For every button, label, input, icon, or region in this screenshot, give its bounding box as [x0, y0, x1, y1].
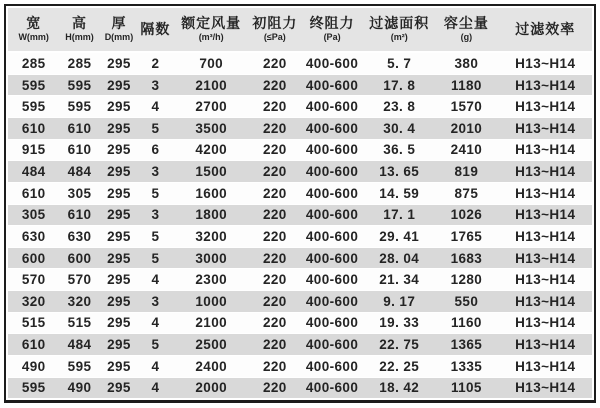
- cell-efficiency: H13~H14: [499, 96, 593, 118]
- cell-efficiency: H13~H14: [499, 182, 593, 204]
- cell-partitions: 6: [138, 139, 172, 161]
- table-body: [8, 52, 592, 398]
- cell-rated-airflow: 3500: [173, 118, 250, 140]
- table-row: [8, 74, 592, 96]
- col-header-initial-resistance: [250, 8, 300, 52]
- cell-width: 610: [8, 118, 59, 140]
- table-row: [8, 312, 592, 334]
- cell-width: 595: [8, 74, 59, 96]
- col-header-unit: D(mm): [104, 32, 134, 43]
- cell-width: 305: [8, 204, 59, 226]
- cell-rated-airflow: 2100: [173, 312, 250, 334]
- cell-final-resistance: 400-600: [300, 226, 364, 248]
- cell-partitions: 4: [138, 312, 172, 334]
- cell-rated-airflow: 1800: [173, 204, 250, 226]
- table-row: [8, 118, 592, 140]
- cell-initial-resistance: 220: [250, 291, 300, 313]
- col-header-unit: H(mm): [65, 32, 94, 43]
- col-header-label: 额定风量: [181, 15, 242, 32]
- cell-depth: 295: [100, 74, 139, 96]
- cell-initial-resistance: 220: [250, 139, 300, 161]
- cell-dust-capacity: 1280: [434, 269, 498, 291]
- col-header-unit: (Pa): [323, 32, 341, 43]
- col-header-label: 高: [72, 15, 88, 32]
- cell-initial-resistance: 220: [250, 182, 300, 204]
- cell-efficiency: H13~H14: [499, 355, 593, 377]
- cell-width: 600: [8, 247, 59, 269]
- cell-partitions: 4: [138, 377, 172, 398]
- cell-efficiency: H13~H14: [499, 291, 593, 313]
- cell-rated-airflow: 700: [173, 52, 250, 74]
- cell-dust-capacity: 2410: [434, 139, 498, 161]
- cell-rated-airflow: 2300: [173, 269, 250, 291]
- cell-partitions: 5: [138, 182, 172, 204]
- cell-rated-airflow: 3000: [173, 247, 250, 269]
- cell-partitions: 5: [138, 226, 172, 248]
- col-header-unit: (g): [460, 32, 473, 43]
- cell-rated-airflow: 2700: [173, 96, 250, 118]
- cell-filter-area: 5. 7: [364, 52, 434, 74]
- cell-efficiency: H13~H14: [499, 118, 593, 140]
- cell-width: 610: [8, 334, 59, 356]
- cell-depth: 295: [100, 269, 139, 291]
- cell-filter-area: 17. 8: [364, 74, 434, 96]
- cell-depth: 295: [100, 334, 139, 356]
- cell-rated-airflow: 2400: [173, 355, 250, 377]
- cell-width: 570: [8, 269, 59, 291]
- col-header-label: 初阻力: [252, 15, 298, 32]
- cell-height: 490: [59, 377, 99, 398]
- cell-initial-resistance: 220: [250, 96, 300, 118]
- filter-specification-table: [8, 8, 592, 398]
- cell-depth: 295: [100, 312, 139, 334]
- col-header-efficiency: [499, 8, 593, 52]
- cell-initial-resistance: 220: [250, 74, 300, 96]
- cell-filter-area: 13. 65: [364, 161, 434, 183]
- cell-initial-resistance: 220: [250, 161, 300, 183]
- cell-filter-area: 19. 33: [364, 312, 434, 334]
- header-row: [8, 8, 592, 52]
- cell-depth: 295: [100, 355, 139, 377]
- cell-dust-capacity: 1683: [434, 247, 498, 269]
- cell-depth: 295: [100, 139, 139, 161]
- col-header-filter-area: [364, 8, 434, 52]
- cell-dust-capacity: 1365: [434, 334, 498, 356]
- cell-depth: 295: [100, 204, 139, 226]
- col-header-unit: (m³/h): [198, 32, 224, 43]
- col-header-label: 终阻力: [309, 15, 355, 32]
- cell-final-resistance: 400-600: [300, 377, 364, 398]
- cell-height: 484: [59, 334, 99, 356]
- cell-width: 285: [8, 52, 59, 74]
- cell-final-resistance: 400-600: [300, 269, 364, 291]
- cell-height: 610: [59, 139, 99, 161]
- cell-height: 630: [59, 226, 99, 248]
- cell-final-resistance: 400-600: [300, 204, 364, 226]
- col-header-height: [59, 8, 99, 52]
- cell-final-resistance: 400-600: [300, 182, 364, 204]
- col-header-label: 过滤面积: [369, 15, 430, 32]
- cell-rated-airflow: 1000: [173, 291, 250, 313]
- cell-height: 610: [59, 118, 99, 140]
- table-row: [8, 291, 592, 313]
- table-row: [8, 182, 592, 204]
- cell-dust-capacity: 550: [434, 291, 498, 313]
- cell-filter-area: 14. 59: [364, 182, 434, 204]
- cell-rated-airflow: 1500: [173, 161, 250, 183]
- cell-initial-resistance: 220: [250, 312, 300, 334]
- cell-efficiency: H13~H14: [499, 334, 593, 356]
- cell-filter-area: 21. 34: [364, 269, 434, 291]
- cell-initial-resistance: 220: [250, 247, 300, 269]
- cell-partitions: 3: [138, 74, 172, 96]
- table-row: [8, 96, 592, 118]
- table-row: [8, 269, 592, 291]
- cell-filter-area: 9. 17: [364, 291, 434, 313]
- cell-filter-area: 18. 42: [364, 377, 434, 398]
- cell-height: 305: [59, 182, 99, 204]
- cell-filter-area: 29. 41: [364, 226, 434, 248]
- cell-dust-capacity: 1765: [434, 226, 498, 248]
- cell-height: 595: [59, 355, 99, 377]
- cell-filter-area: 28. 04: [364, 247, 434, 269]
- cell-partitions: 4: [138, 269, 172, 291]
- cell-width: 320: [8, 291, 59, 313]
- cell-depth: 295: [100, 96, 139, 118]
- cell-width: 595: [8, 96, 59, 118]
- cell-width: 915: [8, 139, 59, 161]
- cell-initial-resistance: 220: [250, 334, 300, 356]
- cell-rated-airflow: 2500: [173, 334, 250, 356]
- col-header-label: 隔数: [140, 21, 171, 38]
- cell-initial-resistance: 220: [250, 269, 300, 291]
- cell-initial-resistance: 220: [250, 377, 300, 398]
- cell-height: 570: [59, 269, 99, 291]
- cell-rated-airflow: 3200: [173, 226, 250, 248]
- cell-initial-resistance: 220: [250, 52, 300, 74]
- cell-height: 595: [59, 96, 99, 118]
- cell-dust-capacity: 1026: [434, 204, 498, 226]
- cell-final-resistance: 400-600: [300, 96, 364, 118]
- cell-partitions: 5: [138, 334, 172, 356]
- cell-rated-airflow: 4200: [173, 139, 250, 161]
- cell-filter-area: 36. 5: [364, 139, 434, 161]
- cell-efficiency: H13~H14: [499, 312, 593, 334]
- cell-final-resistance: 400-600: [300, 74, 364, 96]
- table-row: [8, 334, 592, 356]
- table-row: [8, 52, 592, 74]
- table-row: [8, 247, 592, 269]
- cell-partitions: 3: [138, 161, 172, 183]
- cell-height: 320: [59, 291, 99, 313]
- cell-rated-airflow: 2100: [173, 74, 250, 96]
- cell-final-resistance: 400-600: [300, 247, 364, 269]
- col-header-final-resistance: [300, 8, 364, 52]
- cell-efficiency: H13~H14: [499, 139, 593, 161]
- cell-efficiency: H13~H14: [499, 269, 593, 291]
- table-row: [8, 204, 592, 226]
- cell-depth: 295: [100, 182, 139, 204]
- cell-initial-resistance: 220: [250, 118, 300, 140]
- cell-filter-area: 30. 4: [364, 118, 434, 140]
- cell-dust-capacity: 2010: [434, 118, 498, 140]
- cell-dust-capacity: 819: [434, 161, 498, 183]
- col-header-unit: (≤Pa): [263, 32, 286, 43]
- col-header-partitions: [138, 8, 172, 52]
- cell-width: 630: [8, 226, 59, 248]
- cell-filter-area: 23. 8: [364, 96, 434, 118]
- cell-width: 515: [8, 312, 59, 334]
- cell-final-resistance: 400-600: [300, 52, 364, 74]
- table-row: [8, 139, 592, 161]
- cell-efficiency: H13~H14: [499, 52, 593, 74]
- cell-dust-capacity: 1180: [434, 74, 498, 96]
- table-row: [8, 226, 592, 248]
- cell-filter-area: 22. 25: [364, 355, 434, 377]
- table-row: [8, 161, 592, 183]
- cell-depth: 295: [100, 226, 139, 248]
- cell-partitions: 4: [138, 355, 172, 377]
- cell-efficiency: H13~H14: [499, 226, 593, 248]
- cell-efficiency: H13~H14: [499, 247, 593, 269]
- cell-efficiency: H13~H14: [499, 377, 593, 398]
- table-row: [8, 355, 592, 377]
- spec-table-frame: [4, 4, 596, 403]
- cell-width: 610: [8, 182, 59, 204]
- cell-initial-resistance: 220: [250, 204, 300, 226]
- cell-width: 595: [8, 377, 59, 398]
- table-header: [8, 8, 592, 52]
- cell-partitions: 5: [138, 118, 172, 140]
- col-header-label: 厚: [111, 15, 127, 32]
- cell-efficiency: H13~H14: [499, 161, 593, 183]
- cell-width: 484: [8, 161, 59, 183]
- cell-final-resistance: 400-600: [300, 334, 364, 356]
- cell-depth: 295: [100, 118, 139, 140]
- cell-depth: 295: [100, 291, 139, 313]
- cell-height: 285: [59, 52, 99, 74]
- col-header-unit: W(mm): [18, 32, 49, 43]
- cell-partitions: 3: [138, 204, 172, 226]
- col-header-label: 宽: [26, 15, 42, 32]
- cell-dust-capacity: 1160: [434, 312, 498, 334]
- cell-dust-capacity: 1570: [434, 96, 498, 118]
- cell-dust-capacity: 875: [434, 182, 498, 204]
- cell-depth: 295: [100, 52, 139, 74]
- cell-dust-capacity: 380: [434, 52, 498, 74]
- cell-rated-airflow: 1600: [173, 182, 250, 204]
- cell-initial-resistance: 220: [250, 355, 300, 377]
- cell-dust-capacity: 1105: [434, 377, 498, 398]
- cell-depth: 295: [100, 161, 139, 183]
- col-header-depth: [100, 8, 139, 52]
- col-header-label: 过滤效率: [515, 21, 576, 38]
- cell-depth: 295: [100, 247, 139, 269]
- cell-initial-resistance: 220: [250, 226, 300, 248]
- col-header-width: [8, 8, 59, 52]
- table-row: [8, 377, 592, 398]
- cell-height: 515: [59, 312, 99, 334]
- cell-filter-area: 17. 1: [364, 204, 434, 226]
- col-header-dust-capacity: [434, 8, 498, 52]
- col-header-rated-airflow: [173, 8, 250, 52]
- cell-partitions: 5: [138, 247, 172, 269]
- cell-width: 490: [8, 355, 59, 377]
- cell-final-resistance: 400-600: [300, 291, 364, 313]
- col-header-label: 容尘量: [443, 15, 489, 32]
- col-header-unit: (m²): [390, 32, 408, 43]
- cell-final-resistance: 400-600: [300, 139, 364, 161]
- cell-efficiency: H13~H14: [499, 204, 593, 226]
- cell-height: 600: [59, 247, 99, 269]
- cell-efficiency: H13~H14: [499, 74, 593, 96]
- cell-rated-airflow: 2000: [173, 377, 250, 398]
- cell-depth: 295: [100, 377, 139, 398]
- cell-final-resistance: 400-600: [300, 161, 364, 183]
- cell-partitions: 3: [138, 291, 172, 313]
- cell-partitions: 4: [138, 96, 172, 118]
- cell-height: 484: [59, 161, 99, 183]
- cell-filter-area: 22. 75: [364, 334, 434, 356]
- cell-partitions: 2: [138, 52, 172, 74]
- cell-final-resistance: 400-600: [300, 118, 364, 140]
- cell-final-resistance: 400-600: [300, 355, 364, 377]
- cell-dust-capacity: 1335: [434, 355, 498, 377]
- cell-height: 595: [59, 74, 99, 96]
- cell-height: 610: [59, 204, 99, 226]
- cell-final-resistance: 400-600: [300, 312, 364, 334]
